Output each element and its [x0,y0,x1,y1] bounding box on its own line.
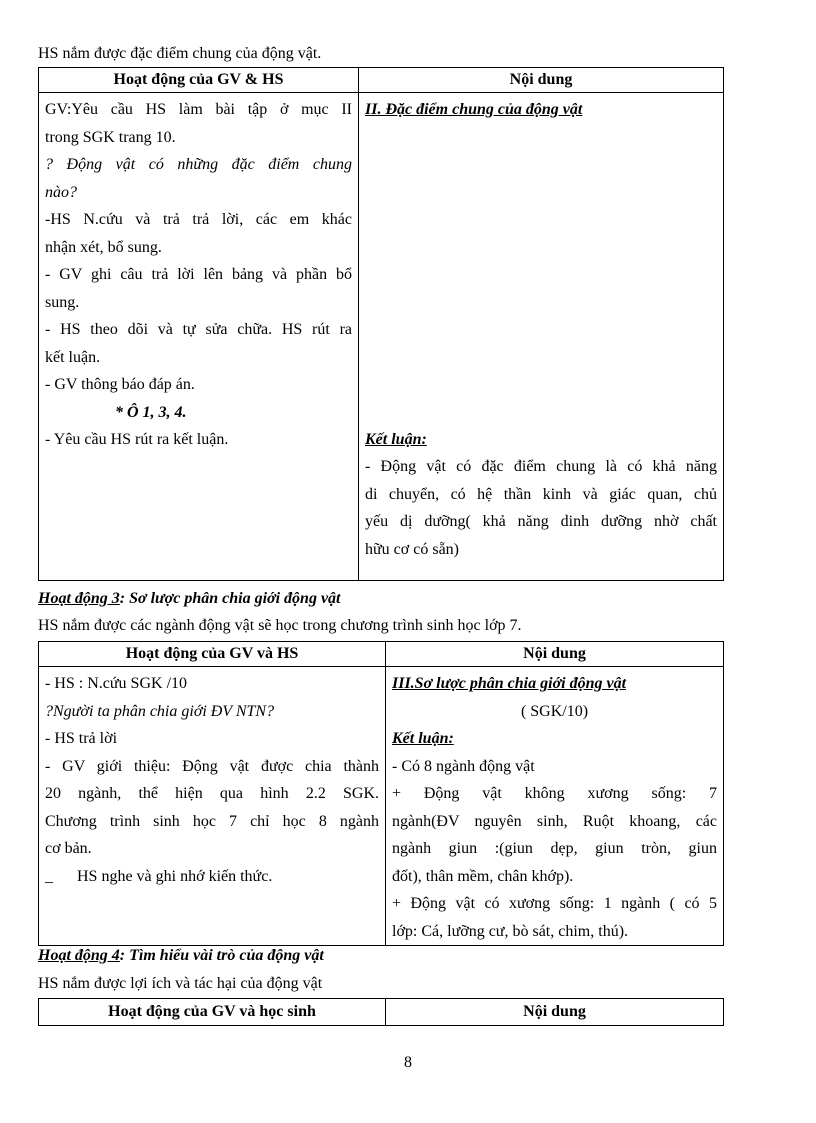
table2-right-line: ngành(ĐV nguyên sinh, Ruột khoang, các [392,812,717,830]
table2-left-line: 20 ngành, thể hiện qua hình 2.2 SGK. [45,785,379,802]
activity-table-1 [38,67,724,581]
table2-header-right: Nội dung [386,642,724,667]
table1-header-left: Hoạt động của GV & HS [39,68,359,93]
table1-left-line: -HS N.cứu và trả trả lời, các em khác [45,211,352,228]
table2-right-line: + Động vật không xương sống: 7 [392,785,717,802]
table1-left-line: - GV ghi câu trả lời lên bảng và phần bổ [45,266,352,283]
activity-4-title: : Tìm hiểu vài trò của động vật [119,947,324,964]
table1-left-line: trong SGK trang 10. [45,128,176,146]
table1-left-line: GV:Yêu cầu HS làm bài tập ở mục II [45,101,352,118]
activity-4-intro: HS nắm được lợi ích và tác hại của động vật [38,975,323,992]
table2-left-cell [39,667,386,946]
table2-right-line: + Động vật có xương sống: 1 ngành ( có 5 [392,895,717,912]
table2-left-line: cơ bản. [45,840,92,857]
table2-left-line: - HS trả lời [45,730,118,747]
table2-right-line: ngành giun :(giun dẹp, giun tròn, giun [392,840,717,857]
table1-conclusion-line: di chuyển, có hệ thần kinh và giác quan, chủ [365,485,717,503]
table1-answer-line: * Ô 1, 3, 4. [115,403,187,421]
activity-table-2 [38,641,724,946]
table1-conclusion-line: - Động vật có đặc điểm chung là có khả năng [365,458,717,475]
table2-right-line: lớp: Cá, lưỡng cư, bò sát, chim, thú). [392,922,629,940]
intro-line: HS nắm được đặc điểm chung của động vật. [38,45,322,62]
table1-conclusion-line: yếu dị dưỡng( khả năng dinh dưỡng nhờ chất [365,513,717,530]
table2-bullet: _ [45,867,53,885]
table2-right-cell [386,667,724,946]
table2-right-line: - Có 8 ngành động vật [392,757,535,775]
activity-3-intro: HS nắm được các ngành động vật sẽ học trong chương trình sinh học lớp 7. [38,617,522,634]
table1-left-line: kết luận. [45,348,101,366]
table2-left-line-bulleted [45,863,379,891]
table2-section-title: III.Sơ lược phân chia giới động vật [392,675,627,692]
table2-section-subtitle: ( SGK/10) [520,702,589,720]
table1-left-line: - HS theo dõi và tự sửa chữa. HS rút ra [45,321,352,338]
table3-header-right: Nội dung [386,999,724,1026]
table2-left-line: HS nghe và ghi nhớ kiến thức. [77,867,273,885]
activity-3-title: : Sơ lược phân chia giới động vật [119,590,341,607]
table1-left-line: nào? [45,183,77,201]
activity-4-label: Hoạt động 4 [38,947,120,964]
activity-3-label: Hoạt động 3 [38,590,120,607]
activity-table-3 [38,998,724,1026]
table2-header-left: Hoạt động của GV và HS [39,642,386,667]
table1-left-line: - GV thông báo đáp án. [45,376,195,393]
table1-left-line: sung. [45,293,80,311]
table1-left-cell [39,93,359,581]
table3-header-left: Hoạt động của GV và học sinh [39,999,386,1026]
table1-left-line: - Yêu cầu HS rút ra kết luận. [45,431,229,448]
table1-header-right: Nội dung [359,68,724,93]
page-number: 8 [404,1054,412,1071]
table1-conclusion-line: hữu cơ có sẵn) [365,540,459,558]
table1-left-line: nhận xét, bổ sung. [45,238,162,256]
table1-section-title: II. Đặc điểm chung của động vật [365,101,583,118]
table2-left-line: ?Người ta phân chia giới ĐV NTN? [45,702,275,720]
activity-4-heading [38,946,324,966]
activity-3-heading [38,589,341,609]
table2-left-line: - GV giới thiệu: Động vật được chia thành [45,757,379,775]
table1-conclusion-label: Kết luận: [365,430,427,448]
table2-conclusion-label: Kết luận: [392,730,454,747]
table1-left-line: ? Động vật có những đặc điểm chung [45,156,352,173]
table2-left-line: - HS : N.cứu SGK /10 [45,675,188,692]
table2-left-line: Chương trình sinh học 7 chỉ học 8 ngành [45,812,379,830]
table1-right-cell [359,93,724,581]
table2-right-line: đốt), thân mềm, chân khớp). [392,867,574,885]
